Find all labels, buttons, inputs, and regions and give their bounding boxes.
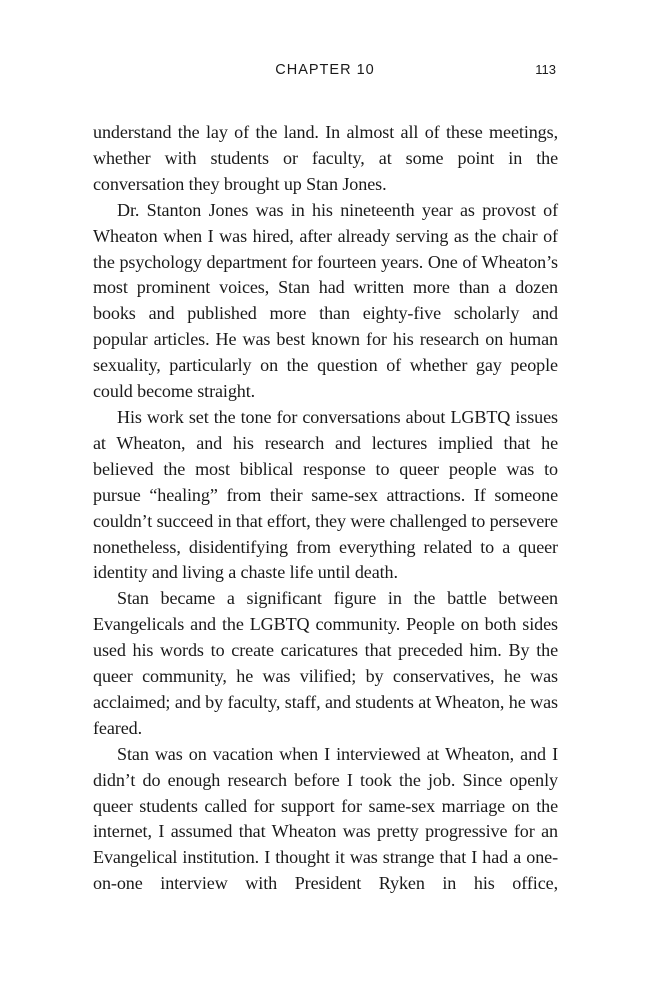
page-number: 113 (535, 62, 556, 77)
chapter-heading: CHAPTER 10 (275, 62, 375, 78)
paragraph: His work set the tone for conversations about LGBTQ issues at Wheaton, and his research and lectures implied that he believed the most biblical response to queer people was to pursue “healing” from their same-sex attractions. If someone couldn’t succeed in that effort, they were challenged to persevere nonetheless, disidentifying from everything related to a queer identity and living a chaste life until death. (93, 406, 558, 583)
paragraph: understand the lay of the land. In almost all of these meetings, whether with students or faculty, at some point in the conversation they brought up Stan Jones. (93, 122, 558, 194)
body-text (93, 120, 558, 897)
paragraph: Stan was on vacation when I interviewed at Wheaton, and I didn’t do enough research before I took the job. Since openly queer students called for support for same-sex marriage on the internet, I assumed that Wheaton was pretty progressive for an Evangelical institution. I thought it was strange that I had a one-on-one interview with President Ryken in his office, (93, 743, 558, 894)
paragraph: Stan became a significant figure in the battle between Evangelicals and the LGBTQ community. People on both sides used his words to create caricatures that preceded him. By the queer community, he was vilified; by conservatives, he was acclaimed; and by faculty, staff, and students at Wheaton, he was feared. (93, 588, 558, 738)
running-head (0, 62, 650, 86)
paragraph: Dr. Stanton Jones was in his nineteenth year as provost of Wheaton when I was hired, after already serving as the chair of the psychology department for fourteen years. One of Wheaton’s most prominent voices, Stan had written more than a dozen books and published more than eighty-five scholarly and popular articles. He was best known for his research on human sexuality, particularly on the question of whether gay people could become straight. (93, 199, 558, 402)
